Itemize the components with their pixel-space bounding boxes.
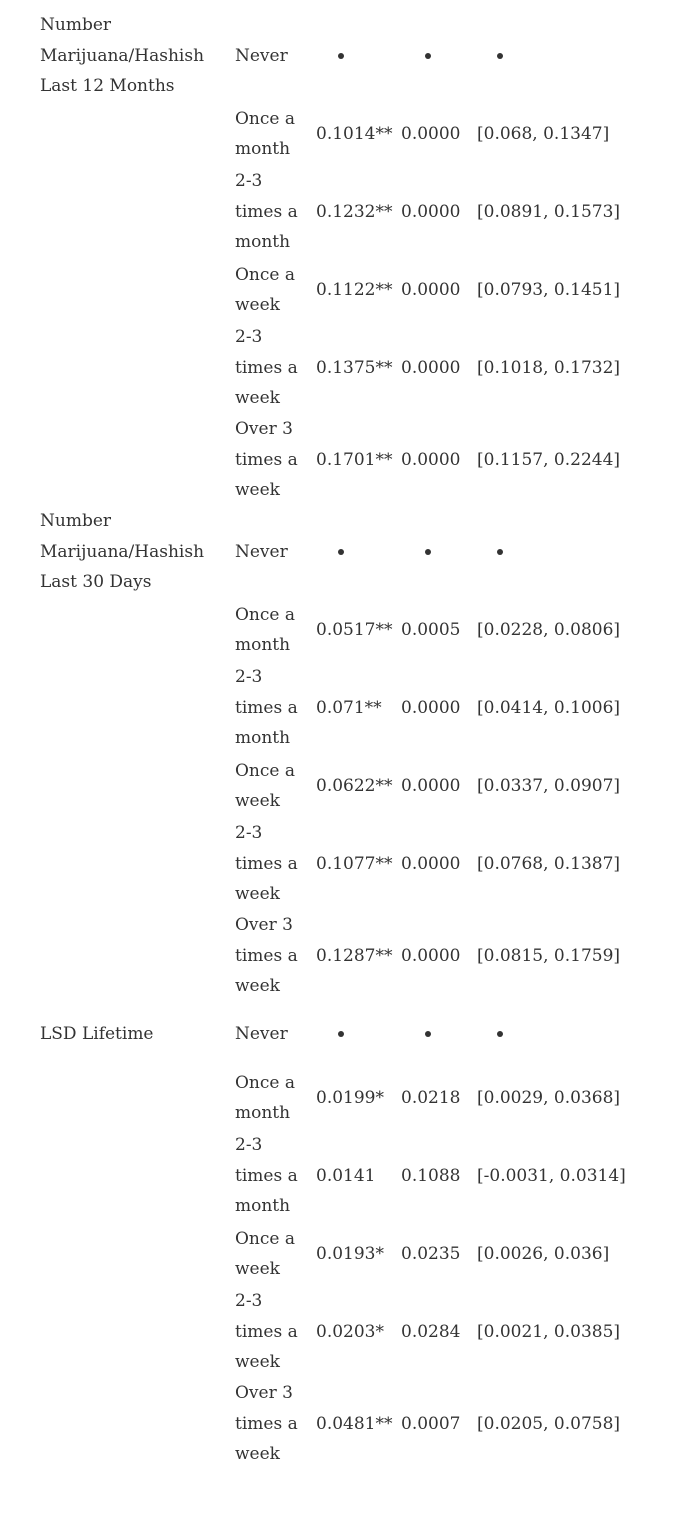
table-row [40,102,630,166]
regression-results-table [40,10,630,1470]
table-row [40,1222,630,1286]
p-empty-cell [401,506,477,598]
frequency-level: Never [235,45,288,66]
variable-label [40,322,235,414]
frequency-level: Over 3 times a week [235,419,298,501]
bullet-icon [497,1031,503,1037]
variable-label [40,1222,235,1286]
frequency-level: Never [235,541,288,562]
bullet-icon [497,53,503,59]
bullet-icon [338,53,344,59]
confidence-interval: [0.1018, 0.1732] [477,357,621,378]
frequency-level: 2-3 times a week [235,327,298,409]
variable-label: Number Marijuana/Hashish Last 12 Months [40,15,205,97]
p-value: 0.0005 [401,619,461,640]
coefficient-value: 0.071** [316,697,382,718]
p-value: 0.0000 [401,945,461,966]
p-value: 0.0000 [401,201,461,222]
variable-label [40,662,235,754]
confidence-interval: [0.0815, 0.1759] [477,945,621,966]
variable-label: LSD Lifetime [40,1023,154,1044]
coefficient-value: 0.1232** [316,201,393,222]
bullet-icon [425,549,431,555]
p-value: 0.0000 [401,697,461,718]
frequency-level: 2-3 times a month [235,667,298,749]
variable-label [40,754,235,818]
coefficient-value: 0.0141 [316,1165,376,1186]
table-row [40,1066,630,1130]
variable-label [40,102,235,166]
frequency-level: Once a week [235,1228,296,1279]
variable-label [40,1130,235,1222]
table-row [40,1002,630,1066]
table-body [40,10,630,1470]
coefficient-value: 0.1375** [316,357,393,378]
frequency-level: Never [235,1023,288,1044]
coef-empty-cell [316,506,401,598]
confidence-interval: [0.0026, 0.036] [477,1243,610,1264]
p-value: 0.0000 [401,449,461,470]
table-row [40,506,630,598]
table-row [40,818,630,910]
table-row [40,258,630,322]
frequency-level: 2-3 times a week [235,1291,298,1373]
frequency-level: Once a week [235,760,296,811]
p-value: 0.0000 [401,279,461,300]
confidence-interval: [0.0414, 0.1006] [477,697,621,718]
p-value: 0.0007 [401,1413,461,1434]
p-value: 0.0000 [401,123,461,144]
p-value: 0.1088 [401,1165,461,1186]
coef-empty-cell [316,10,401,102]
bullet-icon [338,549,344,555]
variable-label [40,1378,235,1470]
bullet-icon [497,549,503,555]
coefficient-value: 0.1287** [316,945,393,966]
p-empty-cell [401,1002,477,1066]
ci-empty-cell [477,1002,630,1066]
p-value: 0.0235 [401,1243,461,1264]
frequency-level: 2-3 times a month [235,171,298,253]
confidence-interval: [0.0793, 0.1451] [477,279,621,300]
frequency-level: Once a month [235,108,296,159]
coefficient-value: 0.1077** [316,853,393,874]
coefficient-value: 0.1014** [316,123,393,144]
table-row [40,662,630,754]
coefficient-value: 0.0622** [316,775,393,796]
coefficient-value: 0.0481** [316,1413,393,1434]
confidence-interval: [0.1157, 0.2244] [477,449,621,470]
coefficient-value: 0.0517** [316,619,393,640]
coefficient-value: 0.1701** [316,449,393,470]
variable-label [40,598,235,662]
coefficient-value: 0.1122** [316,279,393,300]
bullet-icon [338,1031,344,1037]
frequency-level: Once a week [235,264,296,315]
p-value: 0.0284 [401,1321,461,1342]
coefficient-value: 0.0199* [316,1087,384,1108]
coefficient-value: 0.0193* [316,1243,384,1264]
p-value: 0.0218 [401,1087,461,1108]
confidence-interval: [0.0768, 0.1387] [477,853,621,874]
confidence-interval: [-0.0031, 0.0314] [477,1165,626,1186]
variable-label [40,1066,235,1130]
table-row [40,754,630,818]
confidence-interval: [0.068, 0.1347] [477,123,610,144]
frequency-level: Once a month [235,604,296,655]
confidence-interval: [0.0205, 0.0758] [477,1413,621,1434]
ci-empty-cell [477,10,630,102]
frequency-level: Once a month [235,1072,296,1123]
table-row [40,1286,630,1378]
confidence-interval: [0.0021, 0.0385] [477,1321,621,1342]
results-table-container [40,10,640,1470]
p-value: 0.0000 [401,357,461,378]
table-row [40,598,630,662]
frequency-level: Over 3 times a week [235,915,298,997]
p-value: 0.0000 [401,853,461,874]
frequency-level: 2-3 times a month [235,1135,298,1217]
confidence-interval: [0.0891, 0.1573] [477,201,621,222]
table-row [40,166,630,258]
variable-label [40,414,235,506]
table-row [40,1378,630,1470]
table-row [40,10,630,102]
variable-label [40,166,235,258]
variable-label [40,818,235,910]
coefficient-value: 0.0203* [316,1321,384,1342]
variable-label [40,258,235,322]
confidence-interval: [0.0337, 0.0907] [477,775,621,796]
variable-label [40,1286,235,1378]
coef-empty-cell [316,1002,401,1066]
table-row [40,322,630,414]
table-row [40,1130,630,1222]
confidence-interval: [0.0228, 0.0806] [477,619,621,640]
table-row [40,414,630,506]
frequency-level: 2-3 times a week [235,823,298,905]
confidence-interval: [0.0029, 0.0368] [477,1087,621,1108]
table-row [40,910,630,1002]
frequency-level: Over 3 times a week [235,1383,298,1465]
bullet-icon [425,1031,431,1037]
p-empty-cell [401,10,477,102]
p-value: 0.0000 [401,775,461,796]
ci-empty-cell [477,506,630,598]
bullet-icon [425,53,431,59]
variable-label [40,910,235,1002]
variable-label: Number Marijuana/Hashish Last 30 Days [40,511,205,593]
